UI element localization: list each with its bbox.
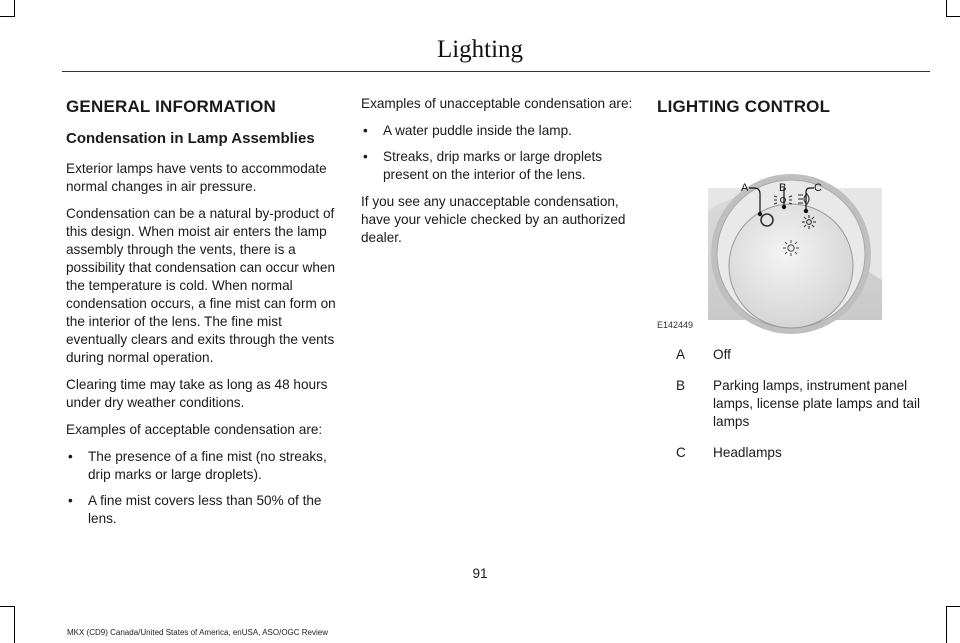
page-title: Lighting	[436, 36, 524, 63]
footer-text: MKX (CD9) Canada/United States of America, enUSA, ASO/OGC Review	[67, 628, 328, 637]
crop-mark	[946, 606, 947, 643]
crop-mark	[946, 0, 947, 17]
subsection-heading: Condensation in Lamp Assemblies	[66, 130, 315, 147]
callout-legend	[657, 346, 932, 462]
crop-mark	[946, 606, 960, 607]
paragraph: Exterior lamps have vents to accommodate normal changes in air pressure.	[66, 161, 327, 194]
column-lighting-control	[657, 95, 932, 475]
legend-text: Headlamps	[713, 445, 782, 460]
crop-mark	[0, 16, 15, 17]
paragraph: Clearing time may take as long as 48 hours under dry weather conditions.	[66, 377, 328, 410]
crop-mark	[14, 0, 15, 17]
switch-knob	[729, 204, 853, 328]
headlamp-switch-illustration	[657, 130, 932, 336]
list-item: • A fine mist covers less than 50% of the lens.	[66, 492, 338, 528]
paragraph: Examples of unacceptable condensation are:	[361, 96, 633, 111]
callout-label-a: A	[741, 182, 749, 194]
list-item: • Streaks, drip marks or large droplets present on the interior of the lens.	[361, 148, 633, 184]
legend-row	[657, 346, 932, 364]
crop-mark	[0, 606, 15, 607]
legend-letter: A	[676, 347, 686, 362]
paragraph: Condensation can be a natural by-product of this design. When moist air enters the lamp assembly through the vents, there is a possibility that condensation can occur when the temperature is cold. When normal condensation occurs, a fine mist can form on the interior of the lens. The fine mist eventually clears and exits through the vents during normal operation.	[66, 206, 336, 365]
legend-text: Parking lamps, instrument panel lamps, license plate lamps and tail lamps	[713, 378, 921, 429]
figure-code: E142449	[657, 320, 694, 330]
legend-letter: C	[676, 445, 686, 460]
header-rule	[62, 71, 930, 72]
list-item: • The presence of a fine mist (no streaks, drip marks or large droplets).	[66, 448, 338, 484]
paragraph: Examples of acceptable condensation are:	[66, 422, 323, 437]
crop-mark	[14, 606, 15, 643]
section-heading: GENERAL INFORMATION	[66, 97, 276, 116]
legend-row	[657, 377, 932, 431]
bullet-list	[66, 448, 338, 528]
section-heading: LIGHTING CONTROL	[657, 97, 831, 116]
bullet-list	[361, 122, 633, 184]
legend-row	[657, 444, 932, 462]
legend-letter: B	[676, 378, 686, 393]
lighting-control-figure	[657, 130, 932, 336]
callout-label-c: C	[814, 182, 822, 194]
callout-label-b: B	[779, 182, 787, 194]
crop-mark	[946, 16, 960, 17]
page-number: 91	[472, 566, 488, 581]
list-item: • A water puddle inside the lamp.	[361, 122, 633, 140]
legend-text: Off	[713, 347, 731, 362]
column-unacceptable-condensation	[361, 95, 633, 256]
column-general-information	[66, 95, 338, 537]
paragraph: If you see any unacceptable condensation, have your vehicle checked by an authorized dealer.	[361, 194, 626, 245]
